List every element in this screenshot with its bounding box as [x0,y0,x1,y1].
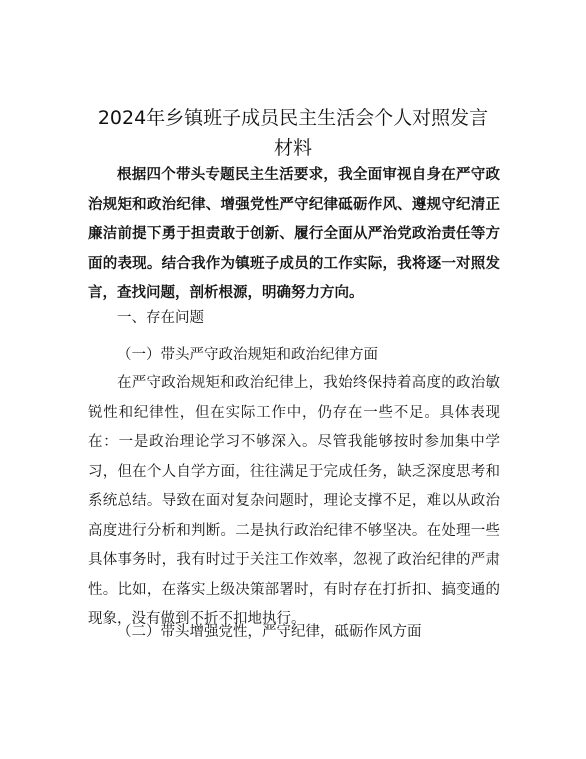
intro-paragraph: 根据四个带头专题民主生活要求，我全面审视自身在严守政治规矩和政治纪律、增强党性严守纪律砥砺作风、遵规守纪清正廉洁前提下勇于担责敢于创新、履行全面从严治党政治责任等方面的表现。结合我作为镇班子成员的工作实际，我将逐一对照发言，查找问题，剖析根源，明确努力方向。 [88,167,500,301]
subsection-heading-political-discipline: （一）带头严守政治规矩和政治纪律方面 [117,347,378,363]
subsection-heading-party-spirit: （二）带头增强党性，严守纪律，砥砺作风方面 [117,624,422,640]
section-heading-problems: 一、存在问题 [117,310,204,326]
subsection-body-political-discipline: 在严守政治规矩和政治纪律上，我始终保持着高度的政治敏锐性和纪律性，但在实际工作中，仍存在一些不足。具体表现在：一是政治理论学习不够深入。尽管我能够按时参加集中学习，但在个人自学方面，往往满足于完成任务，缺乏深度思考和系统总结。导致在面对复杂问题时，理论支撑不足，难以从政治高度进行分析和判断。二是执行政治纪律不够坚决。在处理一些具体事务时，我有时过于关注工作效率，忽视了政治纪律的严肃性。比如，在落实上级决策部署时，有时存在打折扣、搞变通的现象，没有做到不折不扣地执行。 [88,375,500,627]
document-title [60,103,526,163]
title-line-2: 材料 [273,137,312,159]
title-line-1: 2024年乡镇班子成员民主生活会个人对照发言 [97,107,489,129]
